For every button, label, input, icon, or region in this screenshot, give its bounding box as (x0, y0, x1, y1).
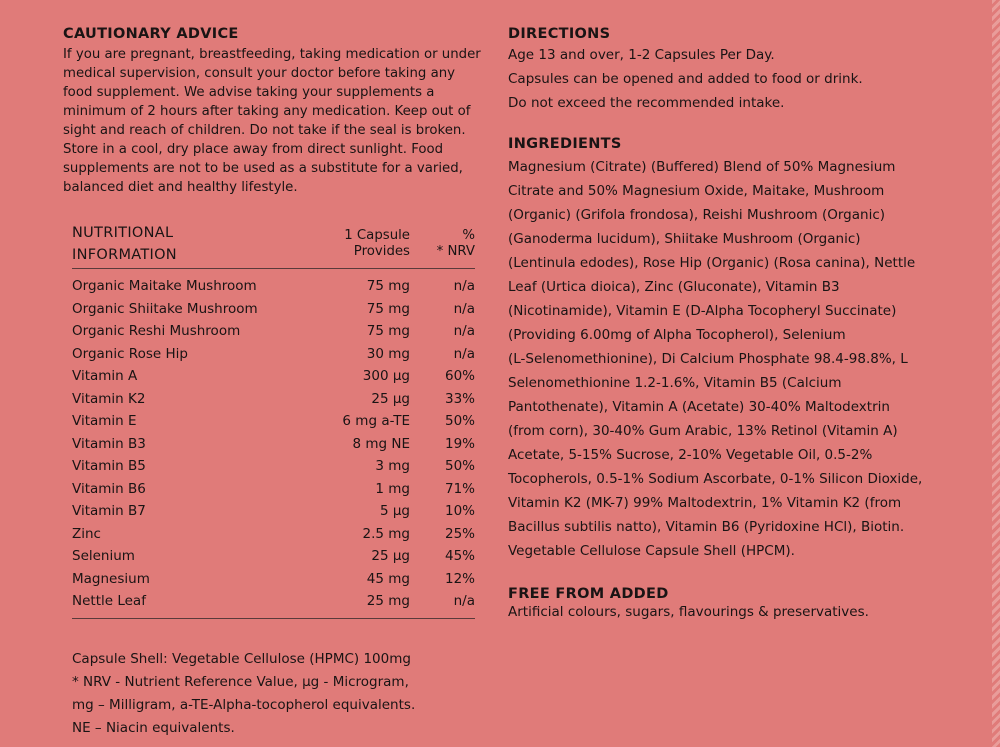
caution-line: food supplement. We advise taking your supplements a (63, 85, 435, 100)
footnote-line: mg – Milligram, a-TE-Alpha-tocopherol equivalents. (72, 697, 416, 713)
caution-line: minimum of 2 hours after taking any medication. Keep out of (63, 104, 471, 119)
table-row (72, 545, 475, 568)
nutrition-title (72, 222, 177, 266)
nutrient-qty: 75 mg (366, 300, 410, 317)
nutrient-qty: 3 mg (375, 458, 410, 474)
ingredients-line: Tocopherols, 0.5-1% Sodium Ascorbate, 0-1% Silicon Dioxide, (508, 471, 923, 487)
nutrient-qty: 30 mg (366, 345, 410, 362)
nutrient-name: Organic Maitake Mushroom (72, 278, 257, 294)
nutrient-nrv: 33% (444, 390, 475, 407)
nutrient-qty: 75 mg (366, 323, 410, 339)
caution-line: If you are pregnant, breastfeeding, taking medication or under (63, 47, 481, 62)
nutrient-qty: 25 µg (371, 390, 410, 407)
nrv-header-line: * NRV (436, 244, 475, 259)
nutrient-name: Zinc (72, 525, 101, 542)
nutrient-qty: 1 mg (375, 480, 410, 497)
footnote-line: NE – Niacin equivalents. (72, 720, 235, 736)
nutrient-qty: 8 mg NE (352, 435, 410, 452)
qty-header-line: 1 Capsule (344, 228, 410, 243)
caution-line: medical supervision, consult your doctor before taking any (63, 66, 456, 81)
table-bottom-rule (72, 618, 475, 619)
nutrient-nrv: 12% (444, 570, 475, 587)
free-from-text: Artificial colours, sugars, flavourings & preservatives. (508, 604, 869, 620)
nutrient-name: Vitamin A (72, 368, 138, 384)
free-from-heading: FREE FROM ADDED (508, 586, 669, 602)
nutrition-title-line: INFORMATION (72, 247, 177, 263)
nutrient-name: Magnesium (72, 570, 150, 587)
qty-header-line: Provides (353, 244, 410, 259)
directions-line: Capsules can be opened and added to food or drink. (508, 71, 863, 87)
table-row (72, 478, 475, 501)
table-row (72, 275, 475, 298)
nrv-column-header (437, 228, 475, 260)
caution-heading: CAUTIONARY ADVICE (63, 26, 239, 42)
table-row (72, 568, 475, 591)
nutrient-qty: 2.5 mg (362, 525, 410, 542)
nutrient-nrv: 25% (444, 525, 475, 542)
caution-line: Store in a cool, dry place away from direct sunlight. Food (63, 142, 444, 157)
ingredients-text (508, 155, 948, 563)
ingredients-line: (Organic) (Grifola frondosa), Reishi Mushroom (Organic) (508, 207, 886, 223)
nutrition-title-line: NUTRITIONAL (72, 225, 174, 241)
right-column (508, 25, 948, 621)
caution-text (63, 45, 493, 197)
table-row (72, 388, 475, 411)
table-row (72, 320, 475, 343)
nutrient-nrv: n/a (453, 345, 475, 362)
nutrient-qty: 25 mg (366, 593, 410, 609)
edge-stripe-decoration (992, 0, 1000, 747)
caution-line: supplements are not to be used as a substitute for a varied, (63, 161, 463, 176)
nutrient-qty: 25 µg (371, 548, 410, 564)
nutrient-name: Organic Reshi Mushroom (72, 323, 241, 339)
nutrient-qty: 45 mg (366, 570, 410, 587)
nutrient-nrv: 19% (444, 435, 475, 452)
ingredients-line: (Ganoderma lucidum), Shiitake Mushroom (Organic) (508, 231, 861, 247)
footnote-line: Capsule Shell: Vegetable Cellulose (HPMC) 100mg (72, 651, 411, 667)
nutrition-table (72, 222, 475, 619)
nutrient-name: Selenium (72, 548, 135, 564)
caution-line: sight and reach of children. Do not take if the seal is broken. (63, 123, 466, 138)
qty-column-header (344, 228, 410, 260)
ingredients-line: Citrate and 50% Magnesium Oxide, Maitake, Mushroom (508, 183, 885, 199)
table-row (72, 590, 475, 613)
nutrient-nrv: 45% (444, 548, 475, 564)
footnote-section (72, 648, 492, 740)
nutrient-qty: 5 µg (379, 503, 410, 519)
table-row (72, 523, 475, 546)
table-row (72, 455, 475, 478)
nutrient-nrv: n/a (453, 278, 475, 294)
table-row (72, 500, 475, 523)
directions-text (508, 43, 948, 115)
ingredients-line: (L-Selenomethionine), Di Calcium Phosphate 98.4-98.8%, L (508, 351, 908, 367)
nutrient-name: Vitamin B3 (72, 435, 146, 452)
ingredients-line: Bacillus subtilis natto), Vitamin B6 (Pyridoxine HCl), Biotin. (508, 519, 905, 535)
ingredients-line: Magnesium (Citrate) (Buffered) Blend of 50% Magnesium (508, 159, 896, 175)
nutrient-nrv: 71% (444, 480, 475, 497)
nutrient-qty: 75 mg (366, 278, 410, 294)
footnote-line: * NRV - Nutrient Reference Value, µg - Microgram, (72, 674, 409, 690)
ingredients-line: Pantothenate), Vitamin A (Acetate) 30-40% Maltodextrin (508, 399, 890, 415)
table-row (72, 433, 475, 456)
table-row (72, 365, 475, 388)
ingredients-line: Vitamin K2 (MK-7) 99% Maltodextrin, 1% Vitamin K2 (from (508, 495, 902, 511)
nutrient-nrv: n/a (453, 593, 475, 609)
nutrient-name: Vitamin K2 (72, 390, 146, 407)
nutrient-name: Vitamin B6 (72, 480, 146, 497)
table-row (72, 343, 475, 366)
table-row (72, 410, 475, 433)
nutrient-qty: 6 mg a-TE (342, 413, 410, 429)
directions-heading: DIRECTIONS (508, 26, 611, 42)
nutrient-nrv: n/a (453, 323, 475, 339)
nutrient-nrv: 60% (444, 368, 475, 384)
nrv-header-line: % (462, 228, 475, 243)
caution-section (63, 25, 493, 197)
nutrient-nrv: n/a (453, 300, 475, 317)
ingredients-line: (from corn), 30-40% Gum Arabic, 13% Retinol (Vitamin A) (508, 423, 898, 439)
nutrient-name: Organic Rose Hip (72, 345, 188, 362)
nutrient-name: Vitamin B5 (72, 458, 146, 474)
directions-line: Do not exceed the recommended intake. (508, 95, 785, 111)
nutrient-nrv: 10% (444, 503, 475, 519)
ingredients-line: Vegetable Cellulose Capsule Shell (HPCM). (508, 543, 795, 559)
ingredients-line: (Providing 6.00mg of Alpha Tocopherol), Selenium (508, 327, 846, 343)
directions-line: Age 13 and over, 1-2 Capsules Per Day. (508, 47, 775, 63)
nutrient-name: Nettle Leaf (72, 593, 146, 609)
ingredients-line: Selenomethionine 1.2-1.6%, Vitamin B5 (Calcium (508, 375, 842, 391)
nutrient-name: Vitamin B7 (72, 503, 146, 519)
nutrient-name: Vitamin E (72, 413, 137, 429)
nutrition-table-header (72, 222, 475, 269)
ingredients-line: (Nicotinamide), Vitamin E (D-Alpha Tocopheryl Succinate) (508, 303, 897, 319)
nutrient-name: Organic Shiitake Mushroom (72, 300, 258, 317)
caution-line: balanced diet and healthy lifestyle. (63, 180, 298, 195)
nutrient-nrv: 50% (444, 458, 475, 474)
ingredients-heading: INGREDIENTS (508, 136, 622, 152)
nutrient-nrv: 50% (444, 413, 475, 429)
ingredients-line: Acetate, 5-15% Sucrose, 2-10% Vegetable Oil, 0.5-2% (508, 447, 873, 463)
ingredients-line: (Lentinula edodes), Rose Hip (Organic) (Rosa canina), Nettle (508, 255, 916, 271)
ingredients-line: Leaf (Urtica dioica), Zinc (Gluconate), Vitamin B3 (508, 279, 840, 295)
nutrient-qty: 300 µg (362, 368, 410, 384)
table-row (72, 298, 475, 321)
nutrition-rows (72, 269, 475, 613)
